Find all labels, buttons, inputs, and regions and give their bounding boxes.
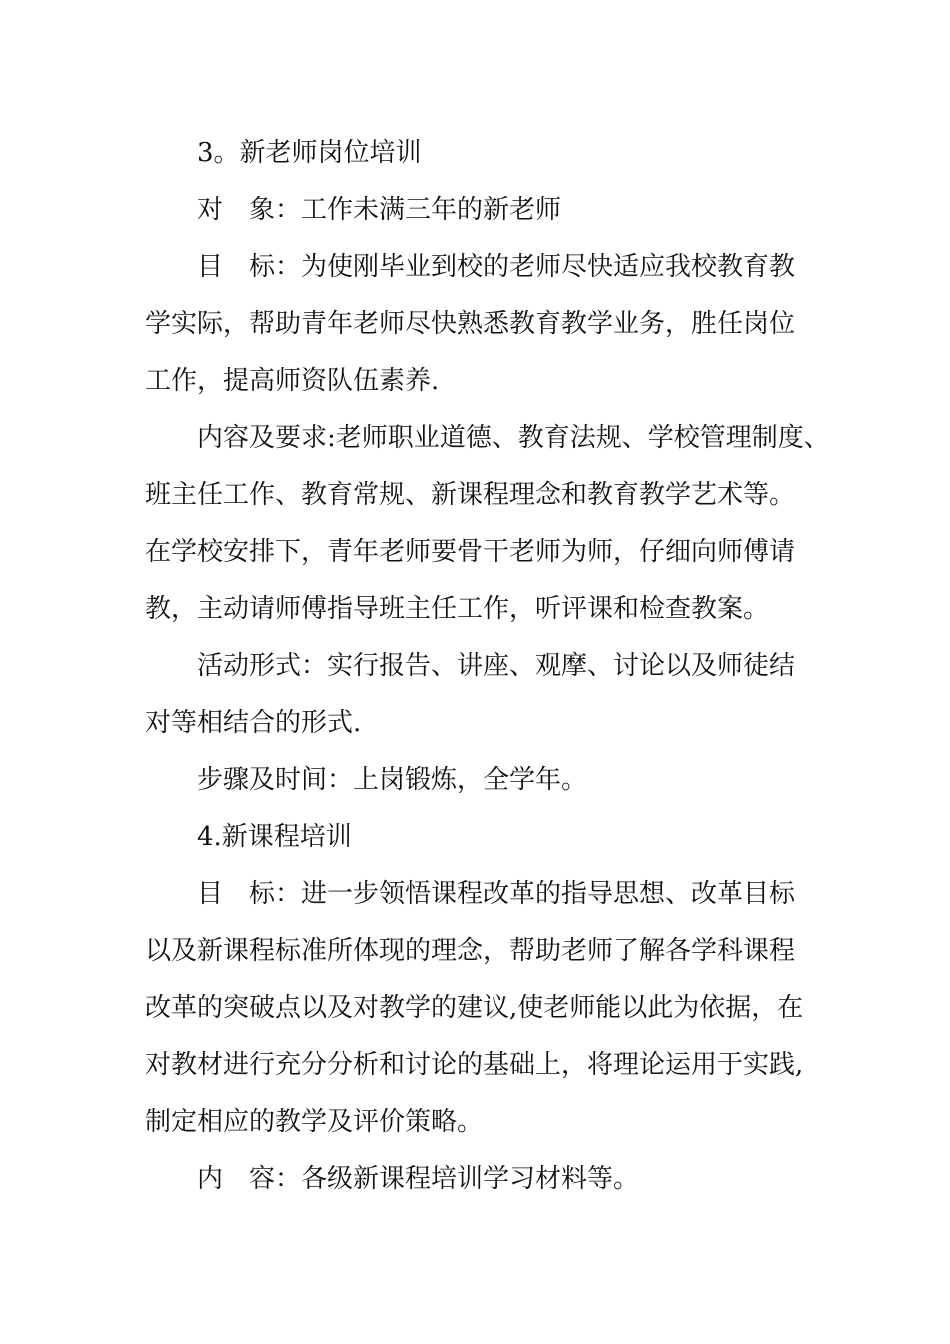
paragraph-steps-time: 步骤及时间：上岗锻炼，全学年。 [197, 765, 588, 795]
paragraph-goal-line-2: 学实际，帮助青年老师尽快熟悉教育教学业务，胜任岗位 [145, 309, 796, 339]
paragraph-content-line-4: 教，主动请师傅指导班主任工作，听评课和检查教案。 [145, 594, 770, 624]
paragraph-content-line-1: 内容及要求:老师职业道德、教育法规、学校管理制度、 [197, 423, 830, 453]
section-heading-new-teacher-training: 3。新老师岗位培训 [197, 138, 422, 168]
paragraph-content-line-2: 班主任工作、教育常规、新课程理念和教育教学艺术等。 [145, 480, 796, 510]
paragraph-content-line-3: 在学校安排下，青年老师要骨干老师为师，仔细向师傅请 [145, 537, 796, 567]
paragraph-curriculum-goal-line-2: 以及新课程标准所体现的理念，帮助老师了解各学科课程 [145, 936, 796, 966]
paragraph-activity-line-2: 对等相结合的形式. [145, 708, 362, 738]
paragraph-curriculum-goal-line-4: 对教材进行充分分析和讨论的基础上，将理论运用于实践, [145, 1050, 804, 1080]
paragraph-curriculum-goal-line-5: 制定相应的教学及评价策略。 [145, 1107, 484, 1137]
paragraph-goal-line-3: 工作，提高师资队伍素养. [145, 366, 440, 396]
paragraph-goal-line-1: 目 标：为使刚毕业到校的老师尽快适应我校教育教 [197, 252, 796, 282]
paragraph-curriculum-goal-line-3: 改革的突破点以及对教学的建议,使老师能以此为依据，在 [145, 993, 804, 1023]
paragraph-activity-line-1: 活动形式：实行报告、讲座、观摩、讨论以及师徒结 [197, 651, 796, 681]
paragraph-curriculum-goal-line-1: 目 标：进一步领悟课程改革的指导思想、改革目标 [197, 879, 796, 909]
paragraph-curriculum-content: 内 容：各级新课程培训学习材料等。 [197, 1164, 640, 1194]
section-heading-new-curriculum-training: 4.新课程培训 [197, 822, 352, 852]
paragraph-target-audience: 对 象：工作未满三年的新老师 [197, 195, 562, 225]
